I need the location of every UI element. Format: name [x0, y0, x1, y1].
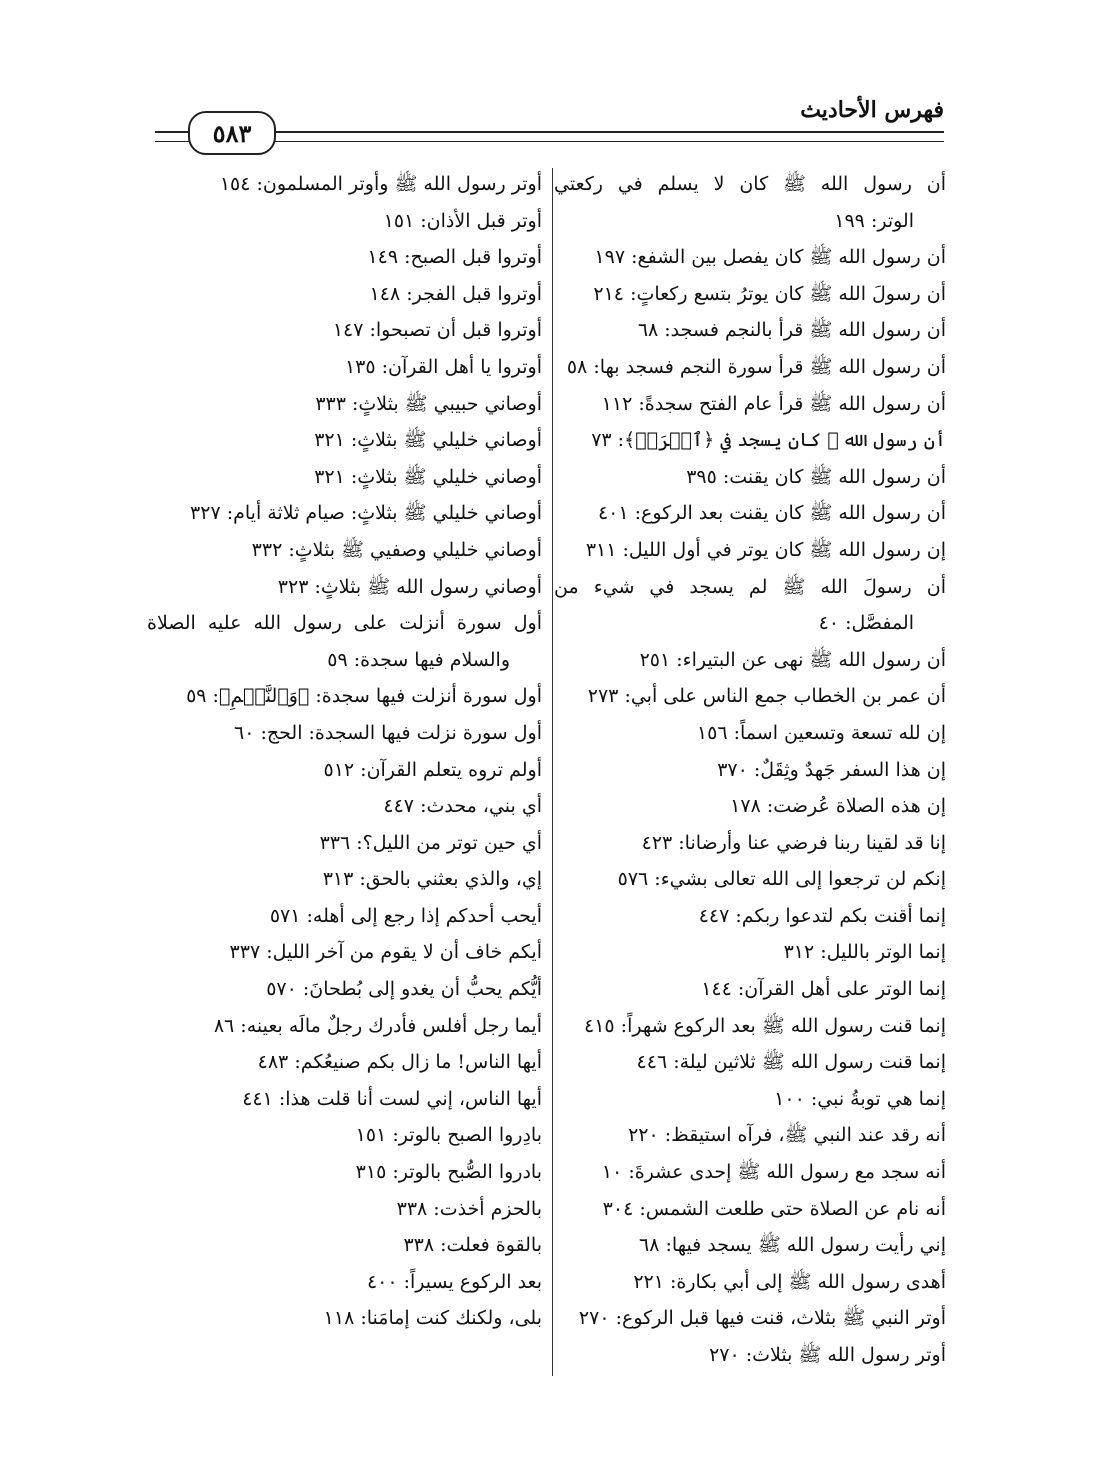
entry-text: أول سورة نزلت فيها السجدة: الحج: [260, 721, 542, 744]
entry-text: إنكم لن ترجعوا إلى الله تعالى بشيء: [654, 868, 946, 891]
index-entry [554, 1008, 946, 1045]
index-entry [554, 1227, 946, 1264]
entry-page-number: ٢٥١ [639, 648, 671, 671]
entry-page-number: ٣٢٣ [277, 575, 309, 598]
index-entry [554, 752, 946, 789]
index-entry [147, 1044, 542, 1081]
entry-text: بادروا الصُّبح بالوتر: [392, 1161, 542, 1184]
index-entry [147, 898, 542, 935]
index-entry [147, 386, 542, 423]
index-entry [147, 1264, 542, 1301]
entry-text: إنما أقنت بكم لتدعوا ربكم: [735, 904, 946, 927]
entry-text: أوصاني خليلي ﷺ بثلاثٍ: [350, 465, 542, 488]
entry-page-number: ٣١٥ [355, 1161, 387, 1184]
entry-page-number: ١١٨ [323, 1307, 355, 1330]
entry-text: أهدى رسول الله ﷺ إلى أبي بكارة: [669, 1270, 946, 1293]
entry-text: أوصاني خليلي وصفيي ﷺ بثلاثٍ: [288, 538, 542, 561]
running-header-title: فهرس الأحاديث [800, 97, 944, 123]
entry-text: إن لله تسعة وتسعين اسماً: [733, 721, 946, 744]
entry-text: إن هذه الصلاة عُرضت: [766, 795, 946, 818]
entry-text: أن رسول الله ﷺ كان يفصل بين الشفع: [631, 246, 946, 269]
entry-text: أن رسول الله ﷺ كان يقنت: [722, 465, 946, 488]
entry-text: أوصاني رسول الله ﷺ بثلاثٍ: [314, 575, 542, 598]
entry-page-number: ٣٢٧ [190, 502, 221, 525]
entry-text: أوتر رسول الله ﷺ بثلاث: [745, 1344, 946, 1366]
index-entry [147, 422, 542, 459]
page-number: ٥٨٣ [188, 111, 276, 155]
index-entry [147, 1191, 542, 1228]
index-entry [147, 788, 542, 825]
entry-page-number: ٣٣٨ [396, 1197, 428, 1220]
entry-page-number: ٢٢١ [633, 1270, 664, 1293]
entry-text: أنه نام عن الصلاة حتى طلعت الشمس: [639, 1197, 946, 1220]
entry-page-number: ٨٦ [213, 1014, 235, 1037]
entry-page-number: ٣٩٥ [686, 465, 717, 488]
entry-page-number: ٢٧٠ [578, 1307, 610, 1330]
index-entry [554, 605, 946, 642]
entry-page-number: ١٥١ [383, 209, 415, 232]
index-entry [147, 312, 542, 349]
index-entry [147, 1008, 542, 1045]
index-entry [147, 532, 542, 569]
entry-text: أول سورة أنزلت فيها سجدة: ﴿وَٱلنَّجۡمِ﴾: [212, 685, 542, 708]
entry-page-number: ٤٠١ [597, 502, 629, 525]
entry-text: بالقوة فعلت: [440, 1234, 542, 1257]
entry-page-number: ٣١١ [585, 538, 617, 561]
entry-text: أوصاني حبيبي ﷺ بثلاثٍ: [352, 392, 542, 415]
entry-page-number: ٥٧٠ [266, 978, 297, 1001]
entry-page-number: ٥٨ [566, 355, 588, 378]
entry-page-number: ٢٧٠ [709, 1344, 740, 1366]
entry-text: أي حين توتر من الليل؟: [356, 831, 542, 854]
entry-text: أن رسول الله ﷺ قرأ بالنجم فسجد: [664, 319, 946, 342]
index-entry [147, 971, 542, 1008]
index-entry [147, 569, 542, 606]
index-entry [554, 1044, 946, 1081]
entry-text: إنما الوتر على أهل القرآن: [737, 978, 946, 1001]
entry-text: أوتروا قبل الصبح: [404, 246, 542, 269]
entry-text: أوتر رسول الله ﷺ وأوتر المسلمون: [256, 173, 542, 195]
entry-text: أن رسول الله ﷺ كان يقنت بعد الركوع: [634, 502, 946, 525]
left-column [147, 166, 542, 1337]
index-entry [147, 678, 542, 715]
index-entry [147, 715, 542, 752]
entry-text: أن رسولَ الله ﷺ لم يسجد في شيء من [554, 575, 946, 598]
index-entry [147, 605, 542, 642]
entry-page-number: ٢٢٠ [628, 1124, 659, 1147]
index-entry [147, 349, 542, 386]
entry-text: أن رسولَ الله ﷺ كان يوترُ بتسع ركعاتٍ: [630, 282, 946, 305]
entry-text: أنه سجد مع رسول الله ﷺ إحدى عشرةَ: [628, 1161, 946, 1184]
entry-page-number: ٣٢١ [314, 429, 345, 452]
entry-text: بالحزم أخذت: [433, 1197, 542, 1220]
entry-page-number: ٣٣٢ [251, 538, 283, 561]
entry-text: أوتر النبي ﷺ بثلاث، قنت فيها قبل الركوع: [615, 1307, 946, 1330]
entry-page-number: ٣٢١ [314, 465, 345, 488]
index-entry [554, 495, 946, 532]
entry-page-number: ٥٧٦ [617, 868, 649, 891]
entry-text: أن عمر بن الخطاب جمع الناس على أبي: [624, 685, 946, 708]
entry-text: إنما هي توبةُ نبي: [810, 1087, 946, 1110]
entry-page-number: ٥١٢ [323, 758, 355, 781]
entry-page-number: ٥٧١ [269, 904, 301, 927]
entry-page-number: ٤٤١ [242, 1087, 273, 1110]
index-entry [554, 971, 946, 1008]
entry-text: بادِروا الصبح بالوتر: [392, 1124, 542, 1147]
entry-text: أيما رجل أفلس فأدرك رجلٌ مالَه بعينه: [240, 1014, 542, 1037]
index-entry [147, 1300, 542, 1337]
entry-text: أن رسول الله ﷺ نهى عن البتيراء: [676, 648, 946, 671]
index-entry [147, 752, 542, 789]
entry-text: أوتروا قبل الفجر: [406, 282, 542, 305]
index-entry [554, 1081, 946, 1118]
entry-text: أولم تروه يتعلم القرآن: [360, 758, 542, 781]
entry-page-number: ١٩٩ [834, 209, 865, 232]
entry-page-number: ٤٠ [818, 612, 840, 635]
entry-text: إنما الوتر بالليل: [820, 941, 946, 964]
entry-page-number: ١٥٦ [696, 721, 728, 744]
index-entry [554, 825, 946, 862]
entry-page-number: ١٤٩ [367, 246, 399, 269]
entry-text: أول سورة أنزلت على رسول الله عليه الصلاة [147, 612, 542, 635]
entry-page-number: ٤٤٧ [698, 904, 730, 927]
entry-page-number: ٣١٣ [322, 868, 354, 891]
entry-text: إنما قنت رسول الله ﷺ بعد الركوع شهراً: [620, 1014, 946, 1037]
index-entry [554, 422, 946, 459]
entry-text: إني رأيت رسول الله ﷺ يسجد فيها: [665, 1234, 946, 1257]
index-entry [147, 203, 542, 240]
index-entry [147, 1154, 542, 1191]
entry-text: أوتروا قبل أن تصبحوا: [369, 319, 542, 342]
entry-page-number: ٧٣ [591, 429, 612, 452]
entry-text: إنا قد لقينا ربنا فرضي عنا وأرضانا: [678, 831, 946, 854]
entry-page-number: ١٩٧ [594, 246, 626, 269]
entry-text: أن رسول الله ﷺ كان لا يسلم في ركعتي [554, 173, 946, 195]
entry-page-number: ١٧٨ [730, 795, 761, 818]
index-entry [554, 934, 946, 971]
index-entry [554, 532, 946, 569]
entry-page-number: ٤١٥ [584, 1014, 615, 1037]
index-entry [554, 1264, 946, 1301]
entry-page-number: ٤٤٧ [383, 795, 415, 818]
index-entry [147, 459, 542, 496]
entry-text: أيكم خاف أن لا يقوم من آخر الليل: [266, 941, 542, 964]
entry-page-number: ٥٩ [186, 685, 207, 708]
index-entry [554, 1337, 946, 1374]
index-entry [554, 166, 946, 203]
index-entry [554, 312, 946, 349]
entry-text: أن رسول الله ﷺ قرأ عام الفتح سجدةً: [638, 392, 946, 415]
index-entry [554, 788, 946, 825]
index-entry [147, 934, 542, 971]
index-entry [147, 166, 542, 203]
index-entry [147, 495, 542, 532]
index-entry [554, 678, 946, 715]
index-entry [554, 239, 946, 276]
index-entry [554, 1117, 946, 1154]
index-entry [147, 1081, 542, 1118]
entry-page-number: ١٥٤ [219, 173, 251, 195]
entry-page-number: ١٤٧ [332, 319, 364, 342]
entry-text: أوتر قبل الأذان: [420, 209, 542, 232]
entry-text: إي، والذي بعثني بالحق: [359, 868, 542, 891]
entry-text: أيها الناس، إني لست أنا قلت هذا: [278, 1087, 542, 1110]
entry-page-number: ١٤٨ [369, 282, 401, 305]
entry-page-number: ١٣٥ [344, 355, 376, 378]
entry-text: أيحب أحدكم إذا رجع إلى أهله: [306, 904, 542, 927]
entry-page-number: ٥٩ [327, 648, 348, 671]
entry-text: المفصَّل: [845, 612, 914, 635]
entry-page-number: ٣٠٤ [602, 1197, 634, 1220]
entry-page-number: ٤٤٦ [636, 1051, 668, 1074]
entry-page-number: ٤٨٣ [257, 1051, 289, 1074]
entry-page-number: ١٠٠ [774, 1087, 805, 1110]
entry-page-number: ٣٧٠ [717, 758, 748, 781]
column-divider [552, 168, 553, 1376]
entry-page-number: ٣٣٨ [403, 1234, 435, 1257]
index-entry [554, 459, 946, 496]
entry-text: أوصاني خليلي ﷺ بثلاثٍ: [350, 429, 542, 452]
right-column [554, 166, 946, 1374]
entry-text: والسلام فيها سجدة: [353, 648, 510, 671]
entry-page-number: ٣١٢ [783, 941, 815, 964]
entry-page-number: ٣٣٦ [319, 831, 351, 854]
entry-text: أنه رقد عند النبي ﷺ، فرآه استيقظ: [664, 1124, 946, 1147]
index-entry [147, 276, 542, 313]
entry-page-number: ٣٣٣ [315, 392, 346, 415]
index-entry [554, 1191, 946, 1228]
entry-text: إنما قنت رسول الله ﷺ ثلاثين ليلة: [673, 1051, 946, 1074]
entry-page-number: ١٠ [601, 1161, 623, 1184]
entry-page-number: ٦٨ [637, 319, 659, 342]
entry-text: بلى، ولكنك كنت إمامَنا: [360, 1307, 542, 1330]
entry-page-number: ٢١٤ [593, 282, 625, 305]
entry-text: أن رسول الله ﷺ قرأ سورة النجم فسجد بها: [593, 355, 946, 378]
index-entry [147, 239, 542, 276]
index-entry [554, 203, 946, 240]
entry-page-number: ١٥١ [355, 1124, 387, 1147]
entry-text: إن رسول الله ﷺ كان يوتر في أول الليل: [622, 538, 946, 561]
index-entry [554, 386, 946, 423]
index-entry [554, 569, 946, 606]
entry-text: أي بني، محدث: [420, 795, 542, 818]
entry-text: أوتروا يا أهل القرآن: [381, 355, 542, 378]
entry-text: أيها الناس! ما زال بكم صنيعُكم: [294, 1051, 542, 1074]
entry-page-number: ١٤٤ [701, 978, 732, 1001]
index-entry [147, 642, 542, 679]
index-entry [147, 825, 542, 862]
index-entry [554, 1154, 946, 1191]
index-entry [147, 1117, 542, 1154]
entry-text: بعد الركوع يسيراً: [403, 1270, 542, 1293]
entry-page-number: ٢٧٣ [587, 685, 619, 708]
entry-text: الوتر: [870, 209, 914, 232]
index-entry [554, 861, 946, 898]
entry-text: أيُّكم يحبُّ أن يغدو إلى بُطحانَ: [302, 978, 542, 1001]
index-entry [554, 349, 946, 386]
index-entry [554, 1300, 946, 1337]
entry-page-number: ٦٠ [234, 721, 255, 744]
index-entry [554, 898, 946, 935]
entry-page-number: ٤٠٠ [366, 1270, 398, 1293]
index-entry [147, 1227, 542, 1264]
index-entry [554, 276, 946, 313]
entry-page-number: ٣٣٧ [229, 941, 261, 964]
entry-text: أوصاني خليلي ﷺ بثلاثٍ: صيام ثلاثة أيام: [226, 502, 542, 525]
entry-page-number: ٦٨ [639, 1234, 660, 1257]
index-entry [554, 715, 946, 752]
index-entry [147, 861, 542, 898]
entry-text: أن رسول الله ﷺ كان يسجد في ﴿ٱقۡرَأۡ﴾: [617, 429, 946, 452]
entry-text: إن هذا السفر جَهدٌ وثِقَلٌ: [753, 758, 946, 781]
entry-page-number: ١١٢ [601, 392, 633, 415]
entry-page-number: ٤٢٣ [641, 831, 673, 854]
index-entry [554, 642, 946, 679]
